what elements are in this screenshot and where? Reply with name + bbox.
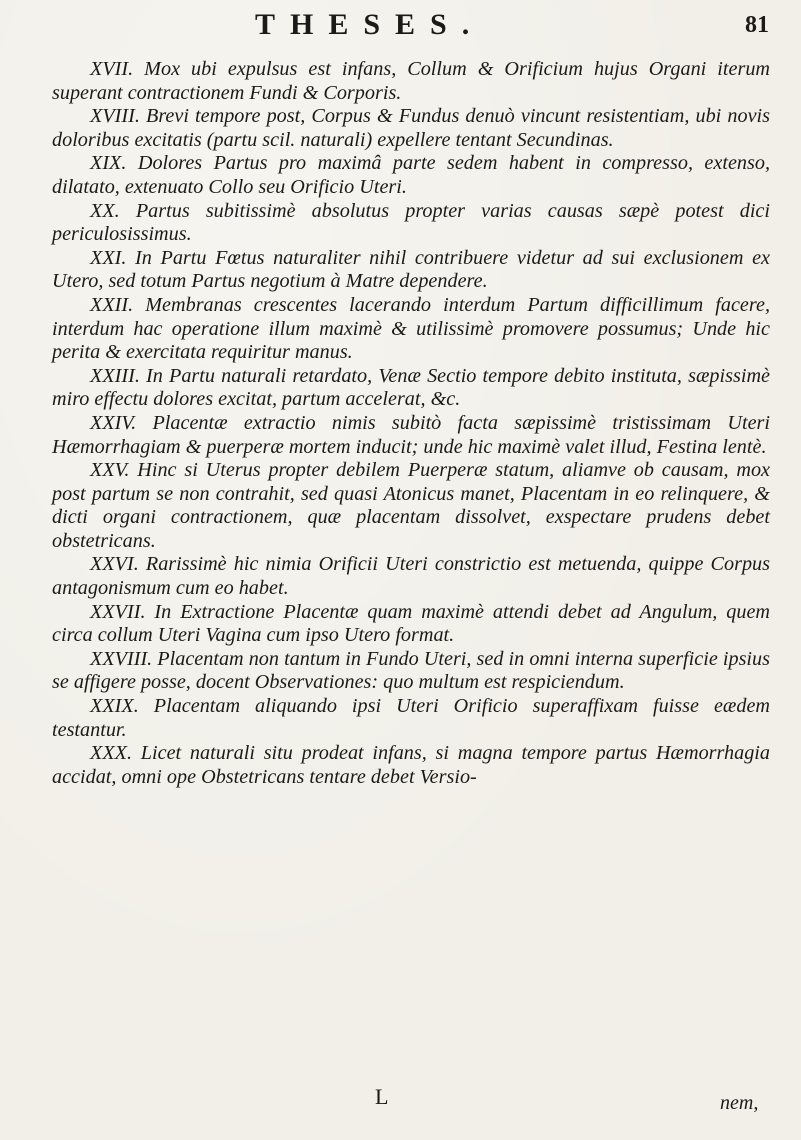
catchword: nem,	[720, 1092, 759, 1114]
running-title: THESES.	[255, 8, 485, 41]
thesis-23: XXIII. In Partu naturali retardato, Venæ Sectio tempore debito instituta, sæpissimè miro effectu dolores excitat, partum accelerat, &c.	[52, 364, 770, 411]
thesis-17: XVII. Mox ubi expulsus est infans, Collum & Orificium hujus Organi iterum superant contractionem Fundi & Corporis.	[52, 58, 770, 104]
thesis-27: XXVII. In Extractione Placentæ quam maximè attendi debet ad Angulum, quem circa collum Uteri Vagina cum ipso Utero format.	[52, 600, 770, 647]
thesis-25: XXV. Hinc si Uterus propter debilem Puerperæ statum, aliamve ob causam, mox post partum se non contrahit, sed quasi Atonicus manet, Placentam in eo relinquere, & dicti organi contractionem, quæ placentam dissolvet, exspectare prudens debet obstetricans.	[52, 459, 770, 552]
thesis-30: XXX. Licet naturali situ prodeat infans, si magna tempore partus Hæmorrhagia accidat, omni ope Obstetricans tentare debet Versio-	[52, 742, 770, 788]
thesis-28: XXVIII. Placentam non tantum in Fundo Uteri, sed in omni interna superficie ipsius se affigere posse, docent Observationes: quo multum est respiciendum.	[52, 647, 770, 694]
thesis-22: XXII. Membranas crescentes lacerando interdum Partum difficillimum facere, interdum hac operatione illum maximè & utilissimè promovere possumus; Unde hic perita & exercitata requiritur manus.	[52, 293, 770, 364]
thesis-18: XVIII. Brevi tempore post, Corpus & Fundus denuò vincunt resistentiam, ubi novis doloribus excitatis (partu scil. naturali) expellere tentant Secundinas.	[52, 105, 770, 151]
thesis-24: XXIV. Placentæ extractio nimis subitò facta sæpissimè tristissimam Uteri Hæmorrhagiam & puerperæ mortem inducit; unde hic maximè valet illud, Festina lentè.	[52, 411, 770, 458]
thesis-29: XXIX. Placentam aliquando ipsi Uteri Orificio superaffixam fuisse eædem testantur.	[52, 695, 770, 741]
thesis-20: XX. Partus subitissimè absolutus propter varias causas sæpè potest dici periculosissimus.	[52, 199, 770, 246]
thesis-26: XXVI. Rarissimè hic nimia Orificii Uteri constrictio est metuenda, quippe Corpus antagonismum cum eo habet.	[52, 553, 770, 600]
signature-mark: L	[375, 1084, 389, 1109]
page-header	[0, 8, 801, 48]
theses-list	[52, 58, 770, 789]
page-footer	[0, 1084, 801, 1114]
thesis-19: XIX. Dolores Partus pro maximâ parte sedem habent in compresso, extenso, dilatato, extenuato Collo seu Orificio Uteri.	[52, 152, 770, 198]
thesis-21: XXI. In Partu Fœtus naturaliter nihil contribuere videtur ad sui exclusionem ex Utero, sed totum Partus negotium à Matre dependere.	[52, 246, 770, 293]
page-number: 81	[745, 12, 769, 38]
